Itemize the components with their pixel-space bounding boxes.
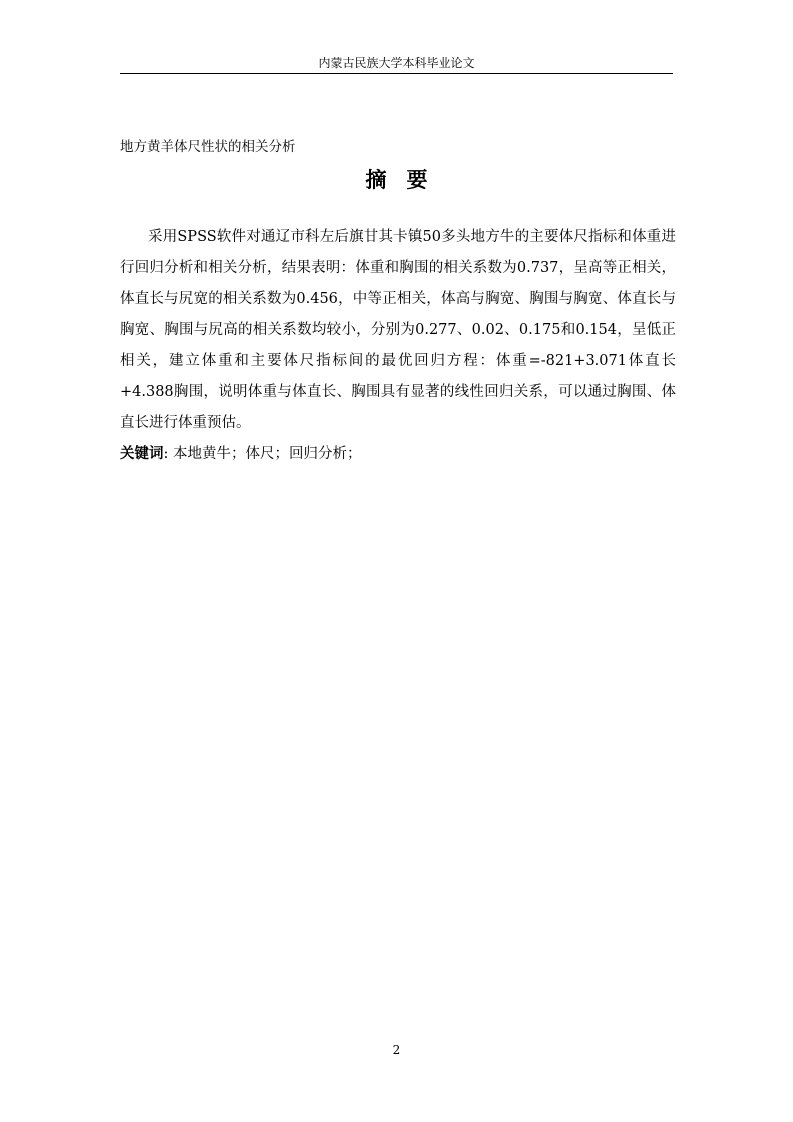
running-header: 内蒙古民族大学本科毕业论文 — [318, 56, 475, 70]
keywords-separator: : — [163, 446, 169, 462]
abstract-heading: 摘要 — [365, 168, 448, 192]
keywords-label: 关键词 — [120, 446, 164, 462]
keywords-line — [120, 441, 673, 467]
keywords-value: 本地黄牛；体尺；回归分析； — [168, 446, 362, 462]
paper-title: 地方黄羊体尺性状的相关分析 — [120, 139, 296, 155]
page-number: 2 — [392, 1043, 401, 1057]
abstract-body: 采用SPSS软件对通辽市科左后旗甘其卡镇50多头地方牛的主要体尺指标和体重进行回归分析和相关分析，结果表明：体重和胸围的相关系数为0.737，呈高等正相关，体直长与尻宽的相关系数为0.456，中等正相关，体高与胸宽、胸围与胸宽、体直长与胸宽、胸围与尻高的相关系数均较小，分别为0.277、0.02、0.175和0.154，呈低正相关，建立体重和主要体尺指标间的最优回归方程：体重=-821+3.071体直长+4.388胸围，说明体重与体直长、胸围具有显著的线性回归关系，可以通过胸围、体直长进行体重预估。 — [120, 229, 676, 431]
header-divider — [120, 73, 673, 74]
